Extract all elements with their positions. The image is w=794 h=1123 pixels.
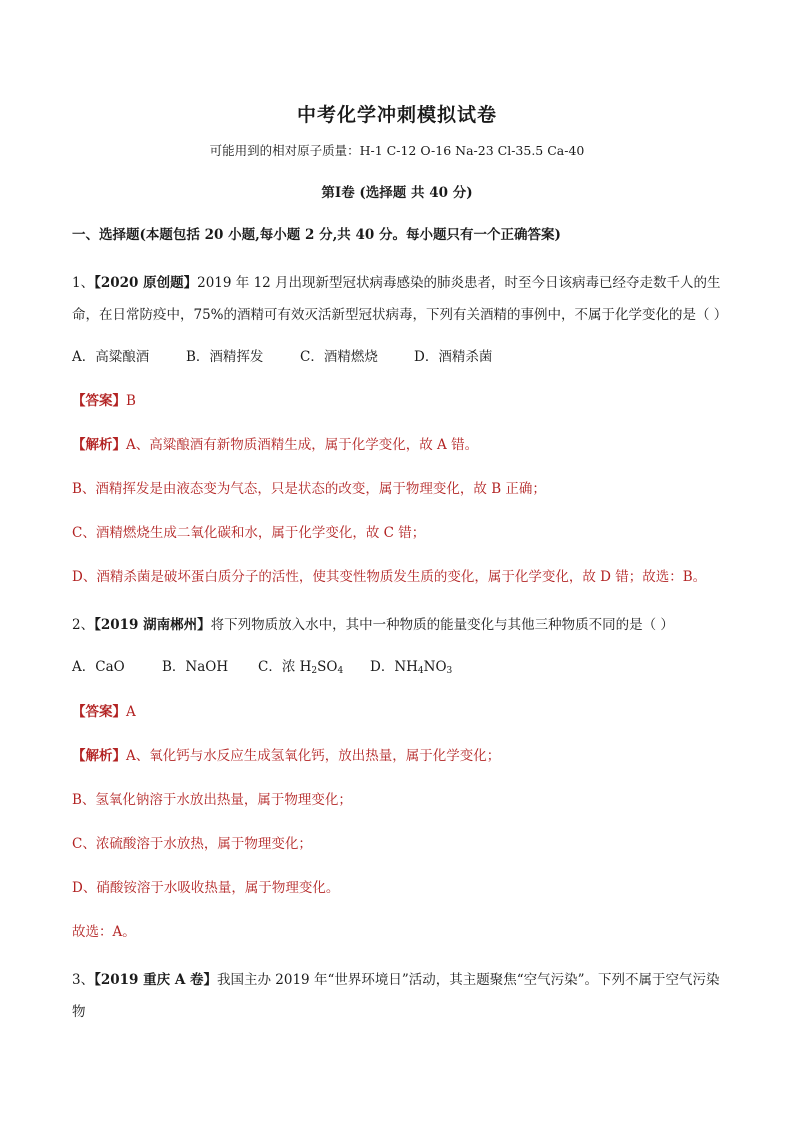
option-b: B．酒精挥发 bbox=[186, 349, 264, 365]
analysis-tag: 【解析】 bbox=[72, 437, 126, 453]
analysis-line: D、硝酸铵溶于水吸收热量，属于物理变化。 bbox=[72, 880, 340, 896]
question-stem: 2019 年 12 月出现新型冠状病毒感染的肺炎患者，时至今日该病毒已经夺走数千人的生命，在日常防疫中，75%的酒精可有效灭活新型冠状病毒，下列有关酒精的事例中，不属于化学变化的是（ ） bbox=[72, 275, 728, 323]
answer-value: B bbox=[126, 393, 136, 409]
question-3 bbox=[72, 964, 722, 1028]
option-a: A．CaO bbox=[72, 659, 125, 675]
exam-title: 中考化学冲刺模拟试卷 bbox=[296, 104, 497, 126]
question-number: 1、 bbox=[72, 275, 95, 291]
analysis-line bbox=[72, 744, 722, 764]
section-heading: 一、选择题(本题包括 20 小题,每小题 2 分,共 40 分。每小题只有一个正确答案) bbox=[72, 227, 561, 243]
conclusion-line: 故选：A。 bbox=[72, 924, 136, 940]
atomic-masses-line: 可能用到的相对原子质量：H-1 C-12 O-16 Na-23 Cl-35.5 Ca-40 bbox=[209, 143, 585, 158]
answer-tag: 【答案】 bbox=[72, 393, 126, 409]
analysis-line: C、酒精燃烧生成二氧化碳和水，属于化学变化，故 C 错； bbox=[72, 525, 426, 541]
part-title: 第Ⅰ卷 (选择题 共 40 分) bbox=[321, 185, 473, 201]
option-c-text: SO bbox=[317, 659, 338, 675]
exam-page bbox=[72, 100, 728, 1028]
answer-line bbox=[72, 389, 722, 409]
analysis-text: A、高粱酿酒有新物质酒精生成，属于化学变化，故 A 错。 bbox=[126, 437, 479, 453]
analysis-line: D、酒精杀菌是破坏蛋白质分子的活性，使其变性物质发生质的变化，属于化学变化，故 D 错；故选：B。 bbox=[72, 569, 707, 585]
question-2-text bbox=[72, 609, 722, 641]
question-stem: 将下列物质放入水中，其中一种物质的能量变化与其他三种物质不同的是（ ） bbox=[210, 617, 674, 633]
option-c: C．酒精燃烧 bbox=[300, 349, 378, 365]
analysis-text: A、氧化钙与水反应生成氢氧化钙，放出热量，属于化学变化； bbox=[126, 748, 501, 764]
subscript: 3 bbox=[446, 666, 453, 676]
option-d bbox=[370, 655, 452, 676]
question-1-text bbox=[72, 267, 728, 331]
answer-line bbox=[72, 700, 722, 720]
question-2-options bbox=[72, 655, 722, 676]
analysis-line: B、氢氧化钠溶于水放出热量，属于物理变化； bbox=[72, 792, 352, 808]
option-b: B．NaOH bbox=[162, 659, 229, 675]
question-source: 【2020 原创题】 bbox=[94, 275, 198, 291]
analysis-line bbox=[72, 433, 722, 453]
answer-tag: 【答案】 bbox=[72, 704, 126, 720]
subscript: 2 bbox=[311, 666, 318, 676]
analysis-line: B、酒精挥发是由液态变为气态，只是状态的改变，属于物理变化，故 B 正确； bbox=[72, 481, 546, 497]
question-number: 2、 bbox=[72, 617, 95, 633]
question-number: 3、 bbox=[72, 972, 95, 988]
subscript: 4 bbox=[337, 666, 344, 676]
question-source: 【2019 重庆 A 卷】 bbox=[94, 972, 217, 988]
option-c bbox=[258, 655, 370, 676]
question-3-text bbox=[72, 964, 722, 1028]
analysis-tag: 【解析】 bbox=[72, 748, 126, 764]
option-d-text: NO bbox=[423, 659, 447, 675]
option-d: D．酒精杀菌 bbox=[414, 349, 493, 365]
option-d-text: D．NH bbox=[370, 659, 418, 675]
question-stem: 我国主办 2019 年“世界环境日”活动，其主题聚焦“空气污染”。下列不属于空气污染物 bbox=[72, 972, 720, 1020]
analysis-line: C、浓硫酸溶于水放热，属于物理变化； bbox=[72, 836, 312, 852]
answer-value: A bbox=[126, 704, 136, 720]
question-1-options bbox=[72, 345, 722, 365]
question-source: 【2019 湖南郴州】 bbox=[94, 617, 211, 633]
question-1 bbox=[72, 267, 728, 585]
subscript: 4 bbox=[417, 666, 424, 676]
question-2 bbox=[72, 609, 722, 940]
option-c-text: C．浓 H bbox=[258, 659, 312, 675]
option-a: A．高粱酿酒 bbox=[72, 349, 150, 365]
